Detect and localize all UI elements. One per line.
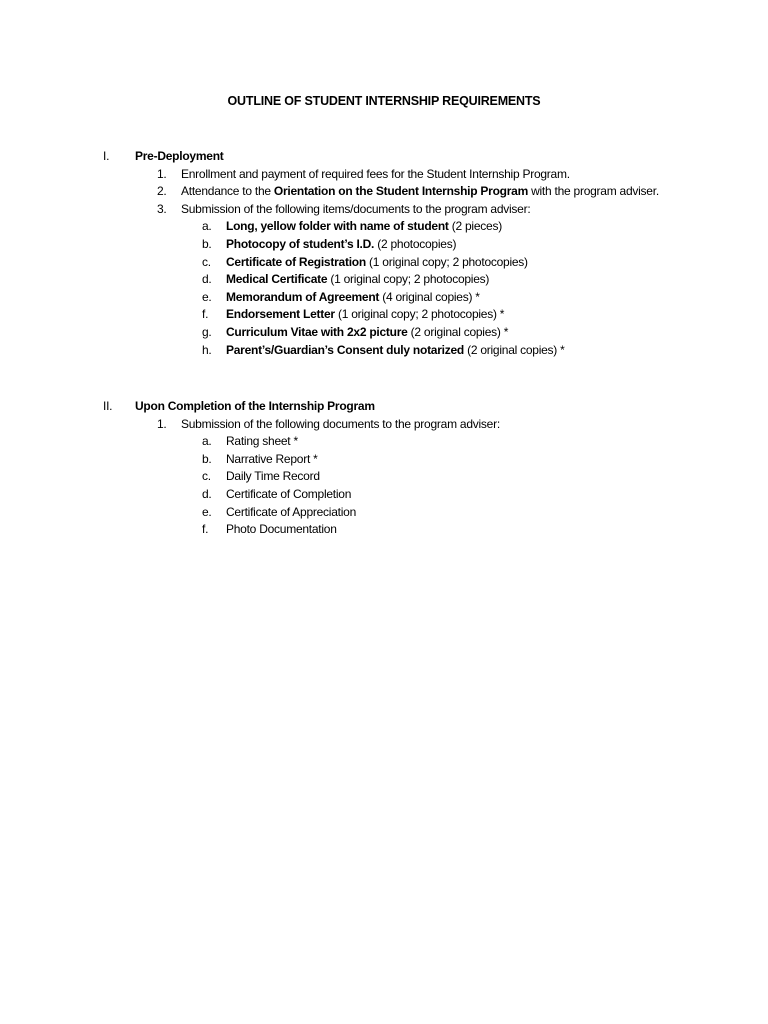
subitem-letter: e. xyxy=(202,504,212,519)
subitem-rest: (2 photocopies) xyxy=(374,237,457,251)
section-2-item-1-text: Submission of the following documents to the program adviser: xyxy=(181,416,500,431)
subitem-text xyxy=(226,342,565,360)
item-2-bold: Orientation on the Student Internship Program xyxy=(273,184,528,199)
section-1-item-3-number: 3. xyxy=(157,201,167,216)
subitem-text: Certificate of Appreciation xyxy=(226,504,356,519)
subitem-text xyxy=(226,324,508,342)
subitem-letter: f. xyxy=(202,522,209,537)
subitem-text xyxy=(226,254,528,272)
subitem-bold: Long, yellow folder with name of student xyxy=(226,219,449,234)
section-2-title: Upon Completion of the Internship Program xyxy=(135,399,375,413)
section-2-number: II. xyxy=(103,399,113,413)
item-2-post: with the program adviser. xyxy=(528,184,659,199)
subitem-text xyxy=(226,236,456,254)
subitem-letter: b. xyxy=(202,451,212,466)
subitem-letter: d. xyxy=(202,272,212,287)
subitem-text xyxy=(226,289,480,307)
subitem-rest: (2 original copies) * xyxy=(407,325,509,339)
subitem-text: Narrative Report * xyxy=(226,451,318,466)
section-1-item-2-number: 2. xyxy=(157,184,167,199)
section-1-item-1-number: 1. xyxy=(157,166,167,181)
subitem-letter: a. xyxy=(202,434,212,449)
section-1-title: Pre-Deployment xyxy=(135,149,224,163)
subitem-rest: (1 original copy; 2 photocopies) * xyxy=(334,307,505,322)
subitem-letter: e. xyxy=(202,289,212,304)
subitem-text: Rating sheet * xyxy=(226,434,298,449)
subitem-text: Photo Documentation xyxy=(226,522,337,537)
subitem-letter: c. xyxy=(202,469,211,484)
subitem-bold: Endorsement Letter xyxy=(226,307,335,322)
item-2-pre: Attendance to the xyxy=(181,184,274,199)
section-1-number: I. xyxy=(103,149,110,163)
subitem-rest: (2 pieces) xyxy=(448,219,502,234)
section-2-item-1-number: 1. xyxy=(157,416,167,431)
subitem-letter: d. xyxy=(202,487,212,501)
subitem-rest: (4 original copies) * xyxy=(379,289,480,304)
subitem-text: Certificate of Completion xyxy=(226,487,352,501)
subitem-bold: Certificate of Registration xyxy=(226,254,366,269)
subitem-rest: (1 original copy; 2 photocopies) xyxy=(327,272,490,287)
subitem-letter: b. xyxy=(202,237,212,251)
subitem-bold: Photocopy of student’s I.D. xyxy=(226,237,375,251)
subitem-text xyxy=(226,271,489,289)
subitem-rest: (1 original copy; 2 photocopies) xyxy=(365,254,528,269)
subitem-bold: Medical Certificate xyxy=(226,272,328,287)
subitem-letter: h. xyxy=(202,342,212,357)
subitem-bold: Parent’s/Guardian’s Consent duly notarized xyxy=(226,342,464,357)
section-1-item-3-text: Submission of the following items/documents to the program adviser: xyxy=(181,201,531,216)
subitem-text: Daily Time Record xyxy=(226,469,320,484)
section-1-item-2-text xyxy=(181,183,659,201)
subitem-text xyxy=(226,218,502,236)
subitem-rest: (2 original copies) * xyxy=(464,342,565,357)
subitem-letter: a. xyxy=(202,219,212,234)
subitem-text xyxy=(226,306,504,324)
section-1-item-1-text: Enrollment and payment of required fees for the Student Internship Program. xyxy=(181,166,570,181)
subitem-letter: g. xyxy=(202,325,212,339)
subitem-bold: Curriculum Vitae with 2x2 picture xyxy=(226,325,408,339)
subitem-bold: Memorandum of Agreement xyxy=(226,289,380,304)
subitem-letter: c. xyxy=(202,254,211,269)
document-title: OUTLINE OF STUDENT INTERNSHIP REQUIREMENTS xyxy=(227,94,541,108)
subitem-letter: f. xyxy=(202,307,209,322)
